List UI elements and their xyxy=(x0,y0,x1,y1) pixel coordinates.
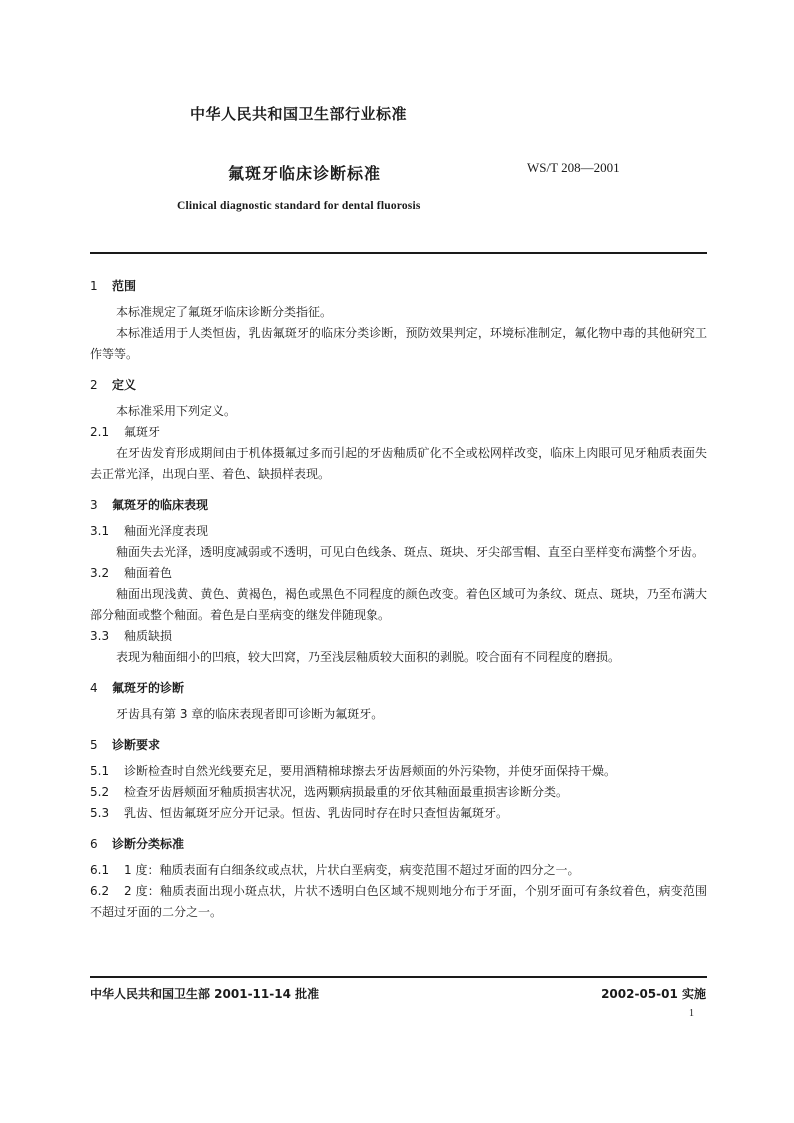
section-heading-3: 3 氟斑牙的临床表现 xyxy=(90,498,209,512)
document-title: 氟斑牙临床诊断标准 xyxy=(228,164,382,183)
subsection-heading: 3.3 釉质缺损 xyxy=(90,629,173,643)
paragraph: 表现为釉面细小的凹痕，较大凹窝，乃至浅层釉质较大面积的剥脱。咬合面有不同程度的磨损。 xyxy=(116,650,621,664)
paragraph: 本标准适用于人类恒齿，乳齿氟斑牙的临床分类诊断，预防效果判定，环境标准制定，氟化物中毒的其他研究工作等等。 xyxy=(90,326,707,361)
standard-code: WS/T 208—2001 xyxy=(527,160,620,175)
paragraph: 釉面失去光泽，透明度减弱或不透明，可见白色线条、斑点、斑块、牙尖部雪帽、直至白垩样变布满整个牙齿。 xyxy=(116,545,705,559)
document-body xyxy=(90,276,707,923)
section-heading-1: 1 范围 xyxy=(90,279,137,293)
section-heading-4: 4 氟斑牙的诊断 xyxy=(90,681,185,695)
list-item: 5.2 检查牙齿唇颊面牙釉质损害状况，选两颗病损最重的牙依其釉面最重损害诊断分类。 xyxy=(90,785,569,799)
subsection-heading: 2.1 氟斑牙 xyxy=(90,425,161,439)
paragraph: 牙齿具有第 3 章的临床表现者即可诊断为氟斑牙。 xyxy=(116,707,384,721)
header-rule xyxy=(90,252,707,254)
implementation-date: 2002-05-01 实施 xyxy=(601,987,706,1001)
footer-rule xyxy=(90,976,707,978)
section-heading-2: 2 定义 xyxy=(90,378,137,392)
list-item: 5.3 乳齿、恒齿氟斑牙应分开记录。恒齿、乳齿同时存在时只查恒齿氟斑牙。 xyxy=(90,806,509,820)
issuing-organization: 中华人民共和国卫生部行业标准 xyxy=(190,105,408,123)
paragraph: 釉面出现浅黄、黄色、黄褐色，褐色或黑色不同程度的颜色改变。着色区域可为条纹、斑点、斑块，乃至布满大部分釉面或整个釉面。着色是白垩病变的继发伴随现象。 xyxy=(90,587,707,622)
paragraph: 本标准采用下列定义。 xyxy=(116,404,237,418)
page-number: 1 xyxy=(689,1008,694,1019)
section-heading-6: 6 诊断分类标准 xyxy=(90,837,185,851)
paragraph: 在牙齿发育形成期间由于机体摄氟过多而引起的牙齿釉质矿化不全或松网样改变，临床上肉眼可见牙釉质表面失去正常光泽，出现白垩、着色、缺损样表现。 xyxy=(90,446,707,481)
english-title: Clinical diagnostic standard for dental fluorosis xyxy=(177,200,421,212)
section-heading-5: 5 诊断要求 xyxy=(90,738,161,752)
subsection-heading: 3.1 釉面光泽度表现 xyxy=(90,524,209,538)
list-item: 6.2 2 度：釉质表面出现小斑点状，片状不透明白色区域不规则地分布于牙面，个别牙面可有条纹着色，病变范围不超过牙面的二分之一。 xyxy=(90,884,707,919)
paragraph: 本标准规定了氟斑牙临床诊断分类指征。 xyxy=(116,305,333,319)
approval-date: 中华人民共和国卫生部 2001-11-14 批准 xyxy=(90,987,320,1001)
list-item: 5.1 诊断检查时自然光线要充足，要用酒精棉球擦去牙齿唇颊面的外污染物，并使牙面保持干燥。 xyxy=(90,764,617,778)
subsection-heading: 3.2 釉面着色 xyxy=(90,566,173,580)
list-item: 6.1 1 度：釉质表面有白细条纹或点状，片状白垩病变，病变范围不超过牙面的四分之一。 xyxy=(90,863,580,877)
